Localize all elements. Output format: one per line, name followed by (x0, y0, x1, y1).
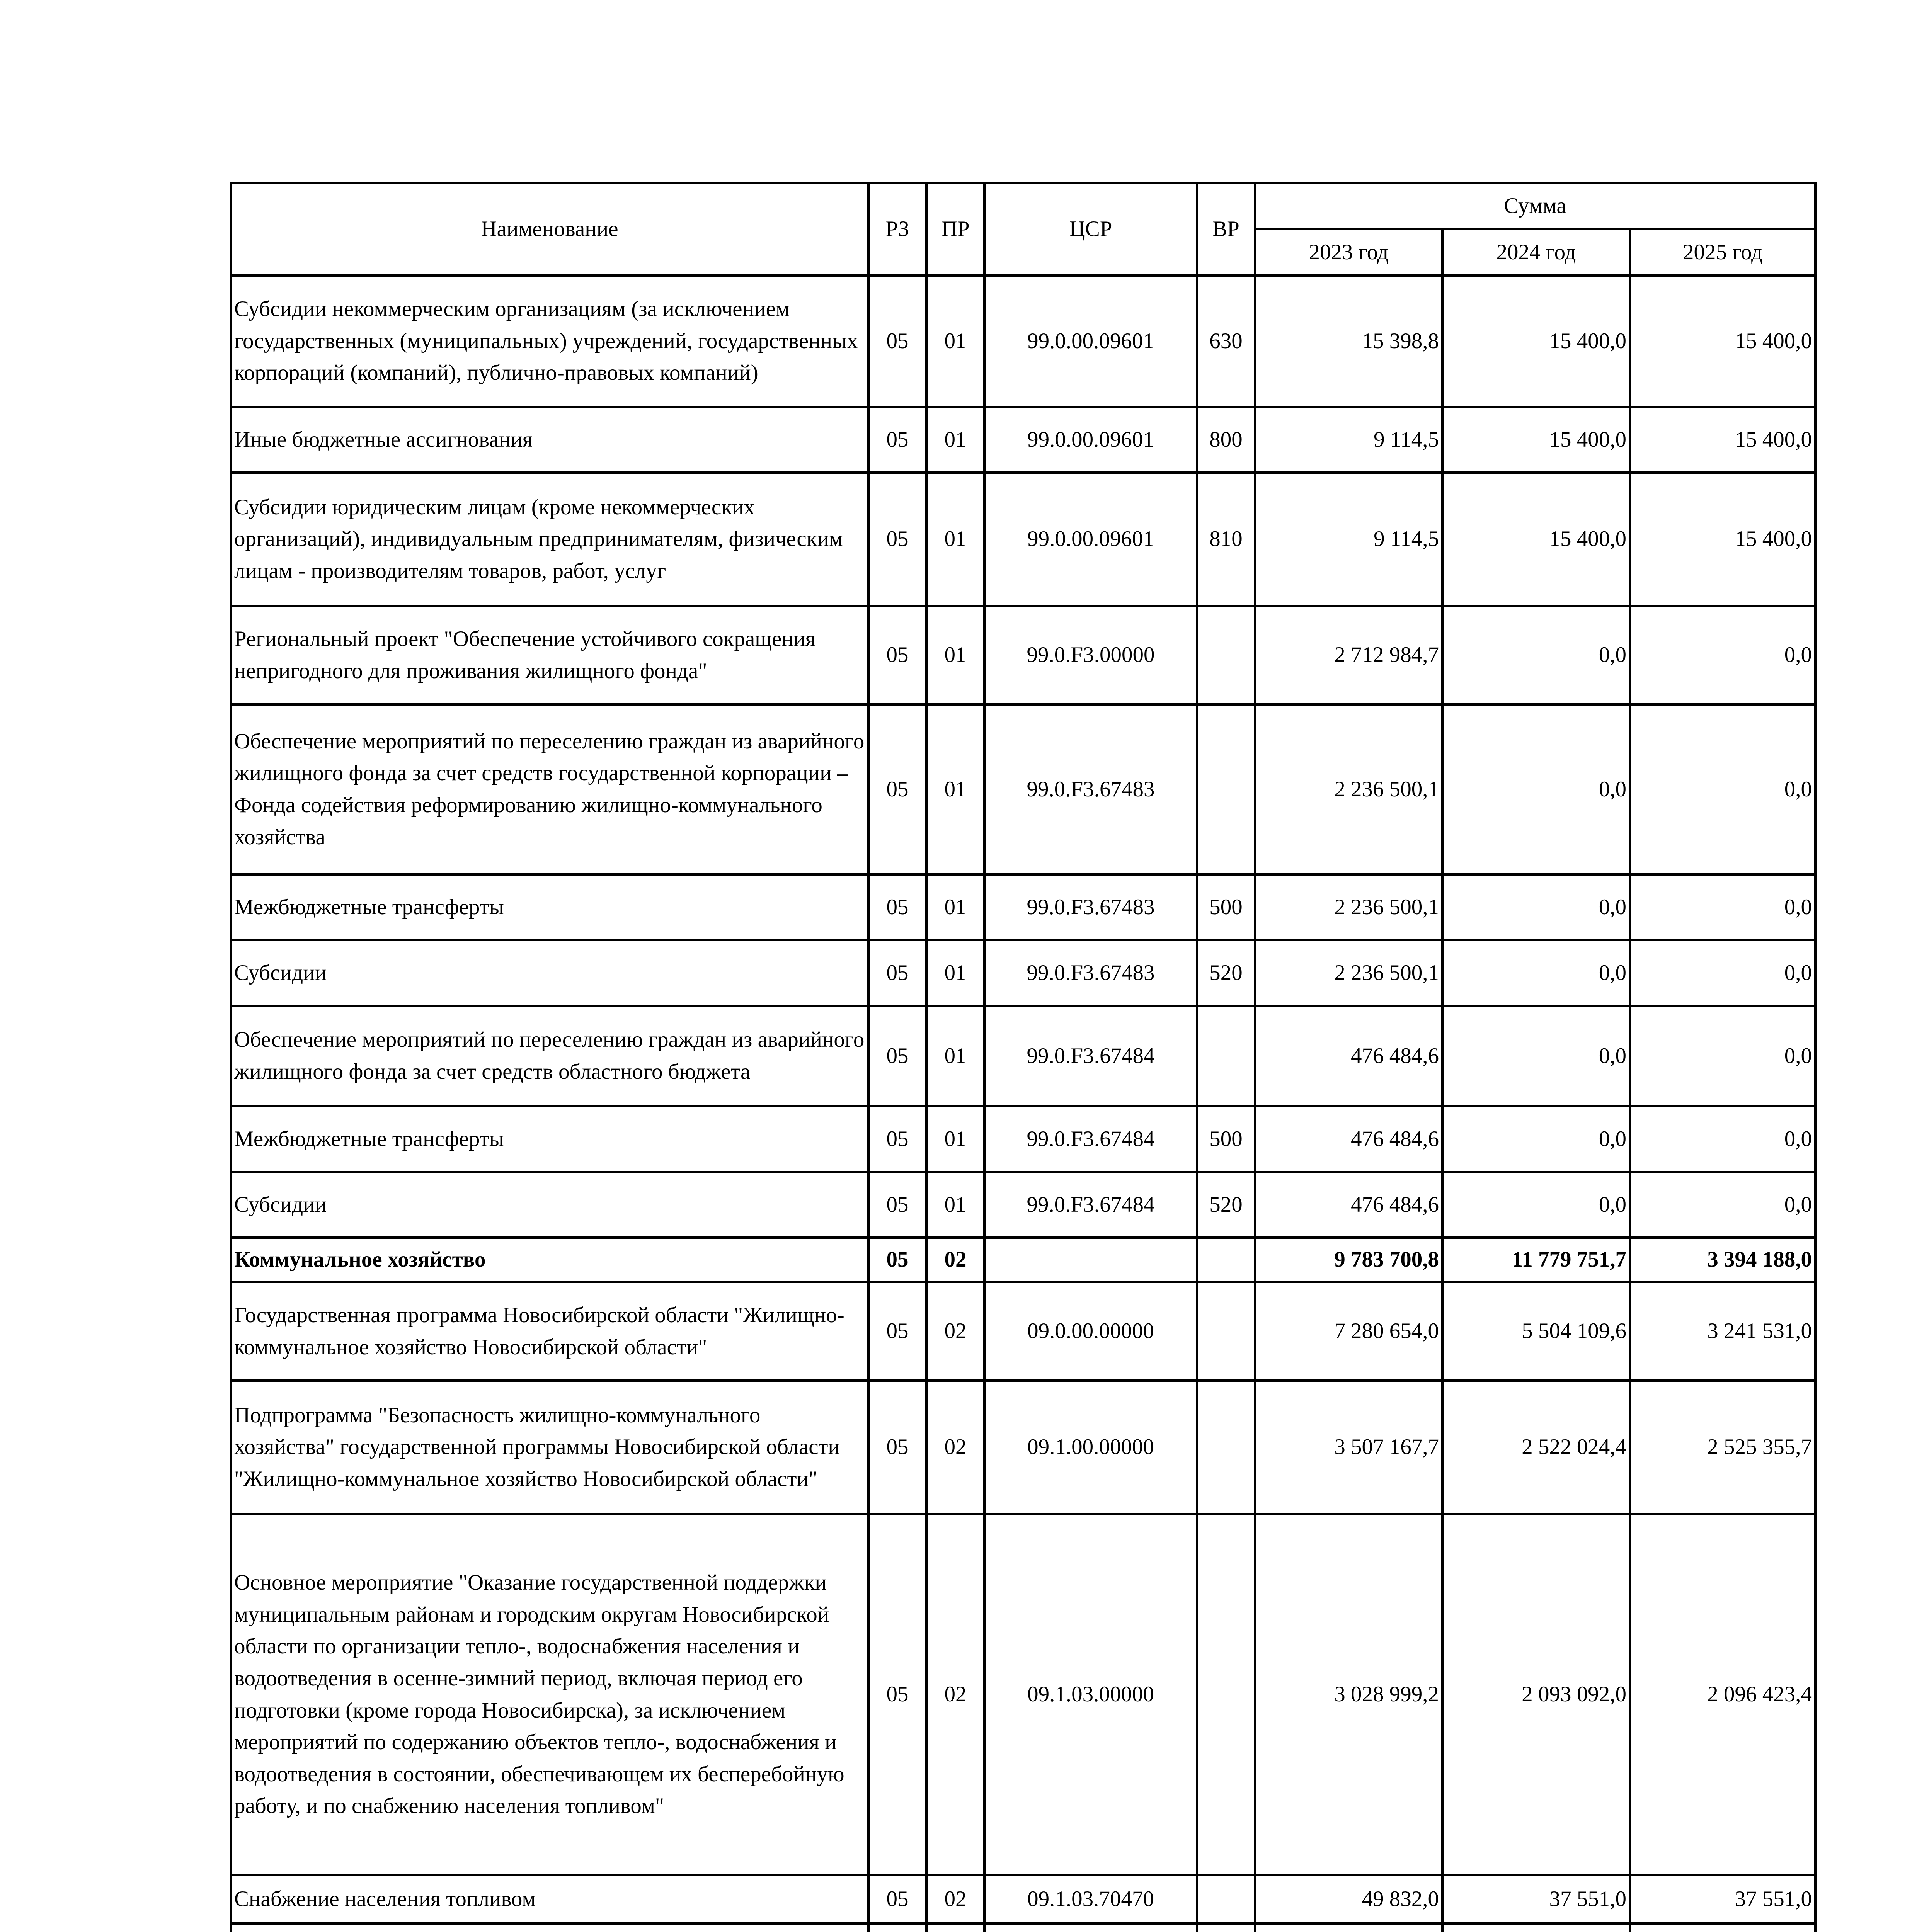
row-name (231, 1923, 868, 1932)
row-name: Субсидии (231, 940, 868, 1006)
row-vr: 500 (1197, 1106, 1255, 1172)
table-row (231, 1238, 1815, 1282)
row-sum-2023: 9 114,5 (1255, 473, 1442, 606)
row-csr (984, 1923, 1197, 1932)
row-sum-2024: 0,0 (1442, 1106, 1630, 1172)
row-csr: 99.0.00.09601 (984, 407, 1197, 473)
row-csr: 09.0.00.00000 (984, 1282, 1197, 1381)
row-sum-2025: 15 400,0 (1630, 276, 1815, 407)
table-row (231, 874, 1815, 940)
row-rz: 05 (868, 1875, 926, 1923)
header-row-top (231, 183, 1815, 229)
row-sum-2023: 2 236 500,1 (1255, 704, 1442, 874)
row-pr: 01 (926, 606, 984, 704)
row-sum-2024: 0,0 (1442, 1172, 1630, 1238)
row-sum-2025: 2 525 355,7 (1630, 1381, 1815, 1514)
row-csr: 99.0.F3.67483 (984, 874, 1197, 940)
row-vr (1197, 1238, 1255, 1282)
row-pr: 01 (926, 407, 984, 473)
row-csr: 99.0.F3.67484 (984, 1106, 1197, 1172)
row-sum-2025: 15 400,0 (1630, 407, 1815, 473)
row-sum-2024: 0,0 (1442, 606, 1630, 704)
row-rz: 05 (868, 1106, 926, 1172)
row-name: Межбюджетные трансферты (231, 1106, 868, 1172)
row-sum-2023: 7 280 654,0 (1255, 1282, 1442, 1381)
row-rz: 05 (868, 1238, 926, 1282)
row-csr: 99.0.F3.67483 (984, 940, 1197, 1006)
table-row (231, 1282, 1815, 1381)
row-sum-2025: 0,0 (1630, 940, 1815, 1006)
row-csr (984, 1238, 1197, 1282)
row-vr: 520 (1197, 1172, 1255, 1238)
row-sum-2025: 37 551,0 (1630, 1875, 1815, 1923)
row-sum-2025: 0,0 (1630, 1172, 1815, 1238)
row-csr: 99.0.F3.67484 (984, 1006, 1197, 1106)
row-sum-2023: 476 484,6 (1255, 1106, 1442, 1172)
row-name: Государственная программа Новосибирской области "Жилищно-коммунальное хозяйство Новосибирской области" (231, 1282, 868, 1381)
row-rz: 05 (868, 1381, 926, 1514)
row-vr (1197, 1875, 1255, 1923)
row-rz: 05 (868, 1172, 926, 1238)
row-csr: 09.1.03.70470 (984, 1875, 1197, 1923)
row-rz (868, 1923, 926, 1932)
row-rz: 05 (868, 1514, 926, 1875)
row-pr: 01 (926, 473, 984, 606)
row-sum-2023: 9 783 700,8 (1255, 1238, 1442, 1282)
row-rz: 05 (868, 407, 926, 473)
row-vr (1197, 1282, 1255, 1381)
row-vr (1197, 1006, 1255, 1106)
row-pr: 01 (926, 276, 984, 407)
row-pr: 02 (926, 1238, 984, 1282)
row-vr (1197, 606, 1255, 704)
row-sum-2025: 3 241 531,0 (1630, 1282, 1815, 1381)
row-vr: 800 (1197, 407, 1255, 473)
row-vr (1197, 1514, 1255, 1875)
row-csr: 99.0.00.09601 (984, 276, 1197, 407)
row-rz: 05 (868, 704, 926, 874)
table-row (231, 407, 1815, 473)
row-sum-2024: 0,0 (1442, 704, 1630, 874)
row-sum-2023: 2 712 984,7 (1255, 606, 1442, 704)
row-name: Основное мероприятие "Оказание государственной поддержки муниципальным районам и городским округам Новосибирской области по организации тепло-, водоснабжения населения и водоотведения в осенне-зимний период, включая период его подготовки (кроме города Новосибирска), за исключением мероприятий по содержанию объектов тепло-, водоснабжения и водоотведения в состоянии, обеспечивающем их бесперебойную работу, и по снабжению населения топливом" (231, 1514, 868, 1875)
row-name: Подпрограмма "Безопасность жилищно-коммунального хозяйства" государственной программы Новосибирской области "Жилищно-коммунальное хозяйство Новосибирской области" (231, 1381, 868, 1514)
row-sum-2024: 11 779 751,7 (1442, 1238, 1630, 1282)
row-vr: 520 (1197, 940, 1255, 1006)
row-sum-2023: 3 028 999,2 (1255, 1514, 1442, 1875)
row-sum-2025: 15 400,0 (1630, 473, 1815, 606)
table-row (231, 1106, 1815, 1172)
row-pr: 01 (926, 1106, 984, 1172)
row-csr: 99.0.00.09601 (984, 473, 1197, 606)
row-rz: 05 (868, 276, 926, 407)
table-body (231, 276, 1815, 1932)
row-sum-2025: 0,0 (1630, 874, 1815, 940)
row-name: Субсидии некоммерческим организациям (за исключением государственных (муниципальных) учреждений, государственных корпораций (компаний), публично-правовых компаний) (231, 276, 868, 407)
row-rz: 05 (868, 1282, 926, 1381)
table-row (231, 1172, 1815, 1238)
header-sum: Сумма (1255, 183, 1815, 229)
row-sum-2024: 0,0 (1442, 1006, 1630, 1106)
table-row (231, 1875, 1815, 1923)
header-name: Наименование (231, 183, 868, 276)
row-csr: 99.0.F3.67483 (984, 704, 1197, 874)
row-vr: 810 (1197, 473, 1255, 606)
table-row (231, 1006, 1815, 1106)
row-pr (926, 1923, 984, 1932)
row-sum-2024: 15 400,0 (1442, 276, 1630, 407)
row-name: Субсидии юридическим лицам (кроме некоммерческих организаций), индивидуальным предпринимателям, физическим лицам - производителям товаров, работ, услуг (231, 473, 868, 606)
row-sum-2024: 2 522 024,4 (1442, 1381, 1630, 1514)
row-name: Коммунальное хозяйство (231, 1238, 868, 1282)
row-sum-2025 (1630, 1923, 1815, 1932)
row-sum-2024: 37 551,0 (1442, 1875, 1630, 1923)
header-vr: ВР (1197, 183, 1255, 276)
row-name: Региональный проект "Обеспечение устойчивого сокращения непригодного для проживания жилищного фонда" (231, 606, 868, 704)
row-pr: 02 (926, 1381, 984, 1514)
row-sum-2024: 0,0 (1442, 874, 1630, 940)
table-row (231, 704, 1815, 874)
row-csr: 09.1.00.00000 (984, 1381, 1197, 1514)
row-name: Межбюджетные трансферты (231, 874, 868, 940)
row-sum-2023: 3 507 167,7 (1255, 1381, 1442, 1514)
row-sum-2023: 476 484,6 (1255, 1006, 1442, 1106)
row-rz: 05 (868, 1006, 926, 1106)
row-sum-2023 (1255, 1923, 1442, 1932)
budget-table (230, 182, 1817, 1932)
row-sum-2023: 15 398,8 (1255, 276, 1442, 407)
header-year-2023: 2023 год (1255, 229, 1442, 276)
row-sum-2025: 2 096 423,4 (1630, 1514, 1815, 1875)
row-rz: 05 (868, 606, 926, 704)
row-sum-2023: 49 832,0 (1255, 1875, 1442, 1923)
row-vr: 630 (1197, 276, 1255, 407)
row-name: Снабжение населения топливом (231, 1875, 868, 1923)
row-csr: 99.0.F3.67484 (984, 1172, 1197, 1238)
row-name: Субсидии (231, 1172, 868, 1238)
row-pr: 01 (926, 874, 984, 940)
row-pr: 02 (926, 1875, 984, 1923)
row-sum-2023: 2 236 500,1 (1255, 874, 1442, 940)
table-row (231, 1923, 1815, 1932)
table-row (231, 473, 1815, 606)
row-sum-2023: 2 236 500,1 (1255, 940, 1442, 1006)
header-year-2024: 2024 год (1442, 229, 1630, 276)
table-row (231, 606, 1815, 704)
row-name: Обеспечение мероприятий по переселению граждан из аварийного жилищного фонда за счет средств государственной корпорации – Фонда содействия реформированию жилищно-коммунального хозяйства (231, 704, 868, 874)
row-sum-2025: 0,0 (1630, 1106, 1815, 1172)
row-vr (1197, 1923, 1255, 1932)
header-pr: ПР (926, 183, 984, 276)
table-row (231, 1514, 1815, 1875)
header-rz: РЗ (868, 183, 926, 276)
row-rz: 05 (868, 874, 926, 940)
row-csr: 99.0.F3.00000 (984, 606, 1197, 704)
table-row (231, 276, 1815, 407)
table-row (231, 1381, 1815, 1514)
row-sum-2024: 15 400,0 (1442, 407, 1630, 473)
row-sum-2024 (1442, 1923, 1630, 1932)
header-csr: ЦСР (984, 183, 1197, 276)
row-csr: 09.1.03.00000 (984, 1514, 1197, 1875)
row-pr: 01 (926, 1006, 984, 1106)
row-pr: 02 (926, 1282, 984, 1381)
row-vr (1197, 704, 1255, 874)
row-sum-2023: 476 484,6 (1255, 1172, 1442, 1238)
row-pr: 01 (926, 940, 984, 1006)
row-pr: 02 (926, 1514, 984, 1875)
row-sum-2025: 3 394 188,0 (1630, 1238, 1815, 1282)
row-sum-2025: 0,0 (1630, 1006, 1815, 1106)
table-row (231, 940, 1815, 1006)
row-sum-2024: 15 400,0 (1442, 473, 1630, 606)
row-sum-2024: 5 504 109,6 (1442, 1282, 1630, 1381)
row-sum-2025: 0,0 (1630, 606, 1815, 704)
row-sum-2025: 0,0 (1630, 704, 1815, 874)
row-sum-2024: 2 093 092,0 (1442, 1514, 1630, 1875)
row-vr: 500 (1197, 874, 1255, 940)
row-name: Иные бюджетные ассигнования (231, 407, 868, 473)
row-pr: 01 (926, 1172, 984, 1238)
row-vr (1197, 1381, 1255, 1514)
row-sum-2024: 0,0 (1442, 940, 1630, 1006)
header-year-2025: 2025 год (1630, 229, 1815, 276)
row-name: Обеспечение мероприятий по переселению граждан из аварийного жилищного фонда за счет средств областного бюджета (231, 1006, 868, 1106)
row-rz: 05 (868, 940, 926, 1006)
row-pr: 01 (926, 704, 984, 874)
row-sum-2023: 9 114,5 (1255, 407, 1442, 473)
row-rz: 05 (868, 473, 926, 606)
